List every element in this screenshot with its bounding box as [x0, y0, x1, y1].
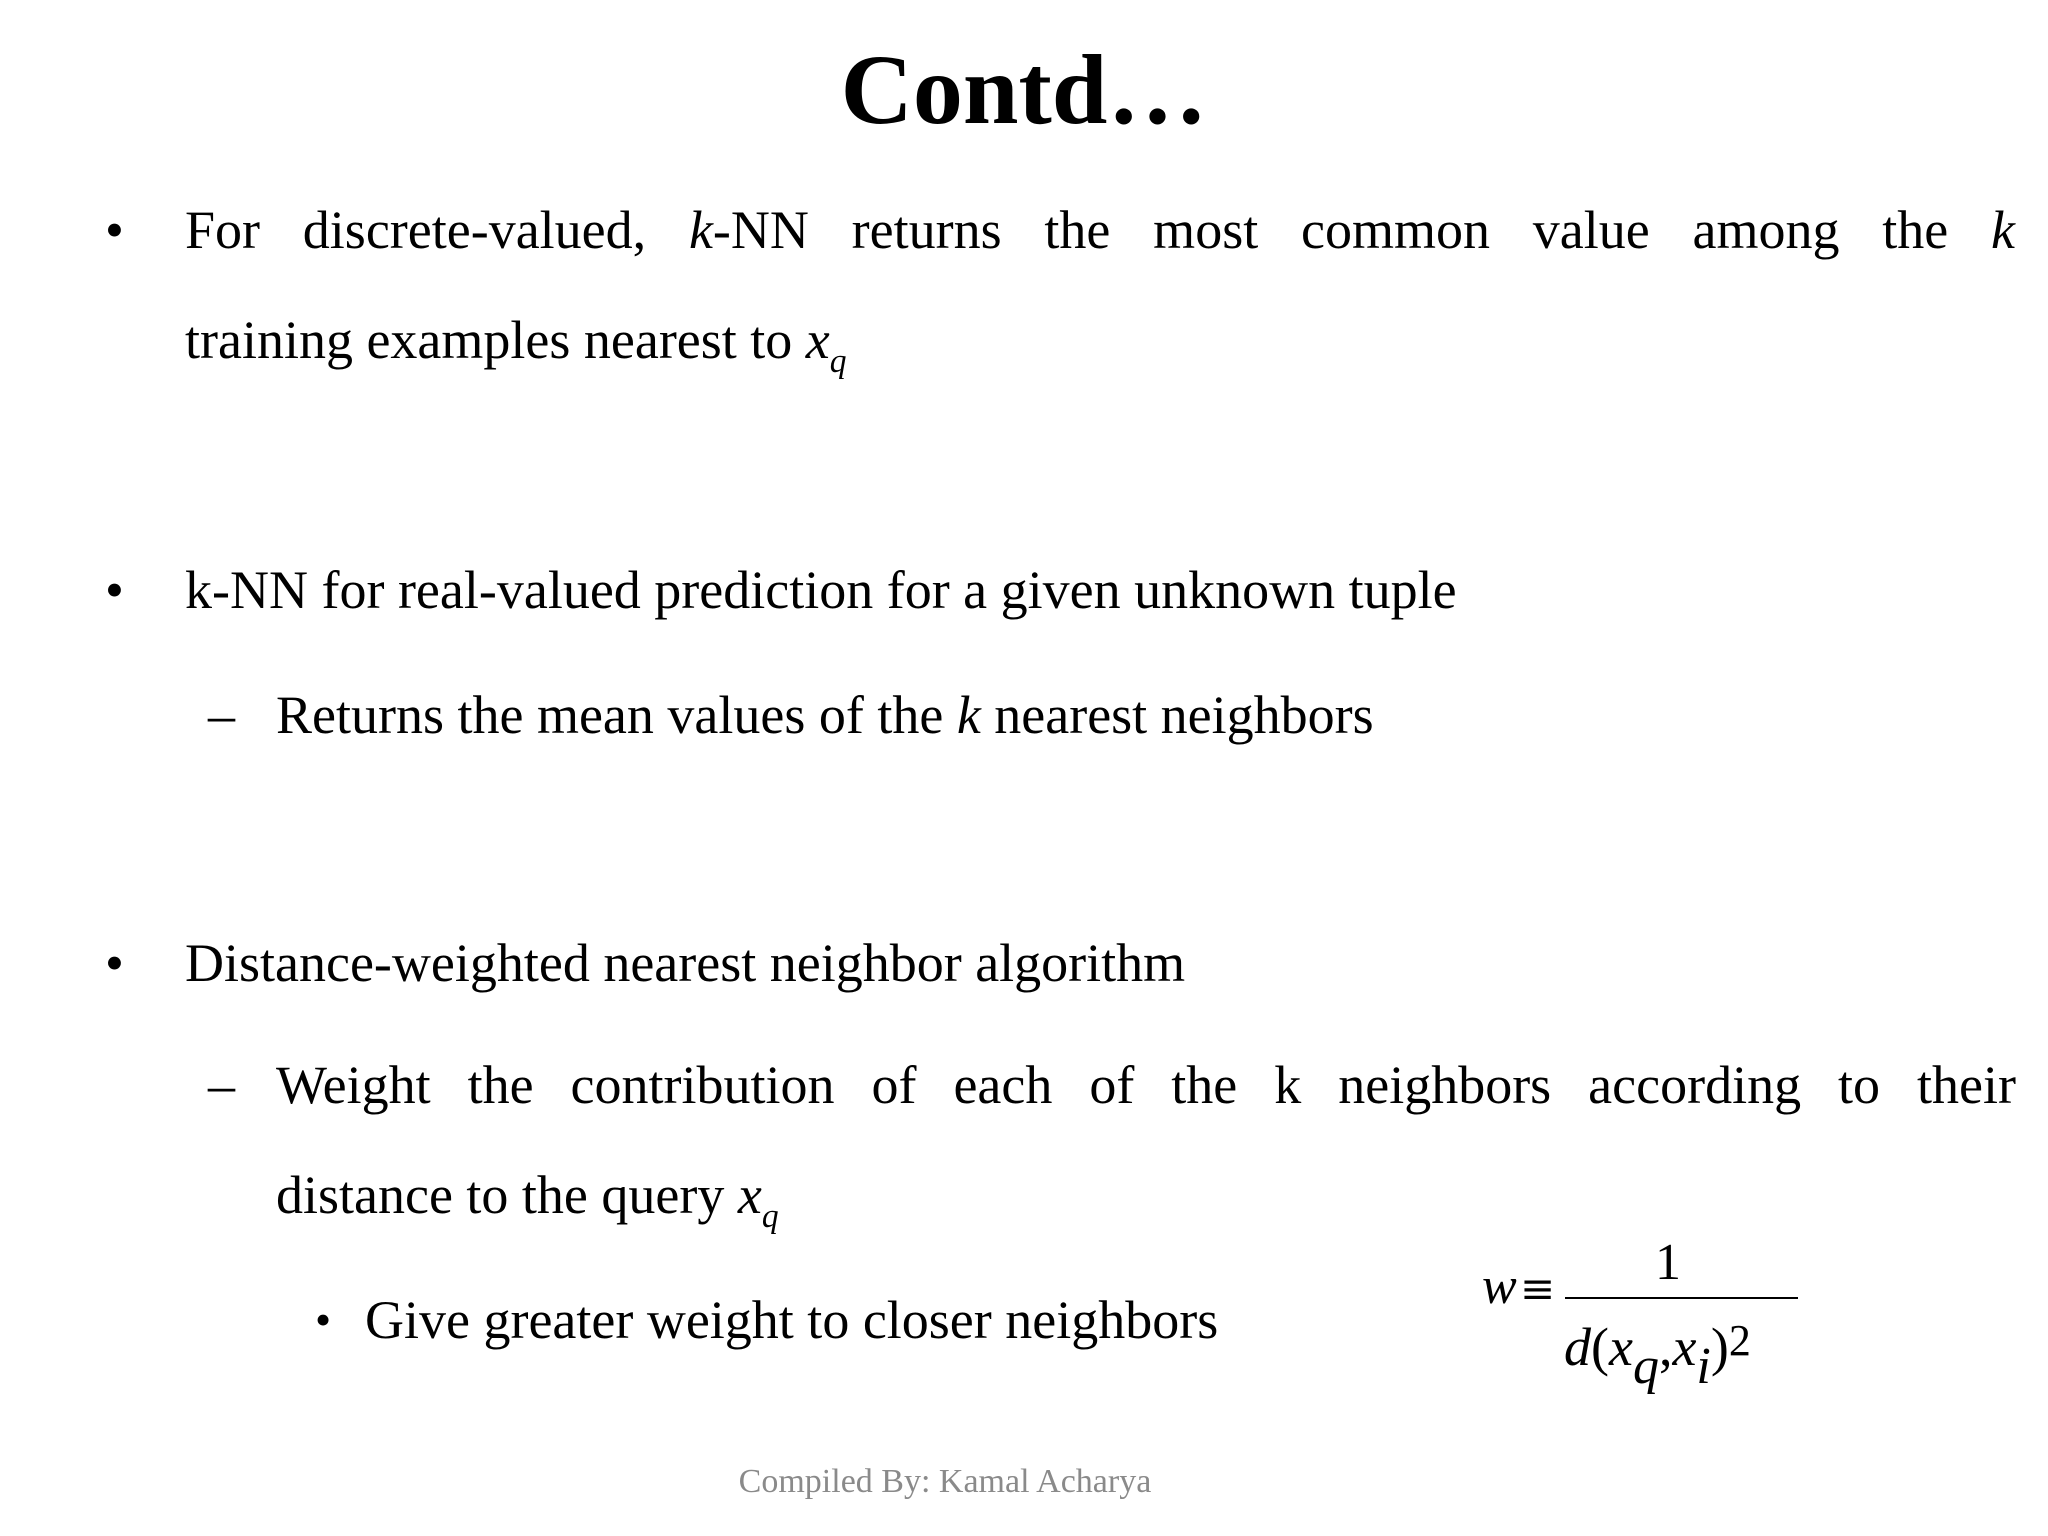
bullet-dot: •: [315, 1294, 332, 1345]
bullet-1-line-2: training examples nearest to $x_q$: [185, 310, 847, 380]
bullet-3-text: Distance-weighted nearest neighbor algorithm: [185, 933, 1186, 993]
footer-credit: Compiled By: Kamal Acharya: [738, 1463, 1152, 1500]
bullet-dot: •: [105, 933, 124, 993]
dash-marker: –: [208, 1055, 235, 1115]
formula-equiv: ≡: [1520, 1264, 1556, 1313]
bullet-2-sub-1: Returns the mean values of the k nearest neighbors: [276, 685, 1374, 745]
weight-formula: [1480, 1235, 1810, 1410]
bullet-3-sub-sub-1: Give greater weight to closer neighbors: [365, 1290, 1219, 1350]
bullet-dot: •: [105, 560, 124, 620]
bullet-1-line-1: For discrete-valued, k-NN returns the most common value among the k: [185, 200, 2015, 260]
bullet-3-sub-1-line-2: distance to the query $x_q$: [276, 1165, 779, 1235]
formula-denominator: d(xq,xi)2: [1564, 1316, 1751, 1395]
formula-numerator: 1: [1655, 1235, 1681, 1291]
bullet-2-text: k-NN for real-valued prediction for a given unknown tuple: [185, 560, 1457, 620]
bullet-dot: •: [105, 200, 124, 260]
formula-w: w: [1482, 1258, 1517, 1315]
bullet-3-sub-1-line-1: Weight the contribution of each of the k neighbors according to their: [276, 1055, 2016, 1115]
dash-marker: –: [208, 685, 235, 745]
slide-title: Contd…: [840, 34, 1208, 145]
